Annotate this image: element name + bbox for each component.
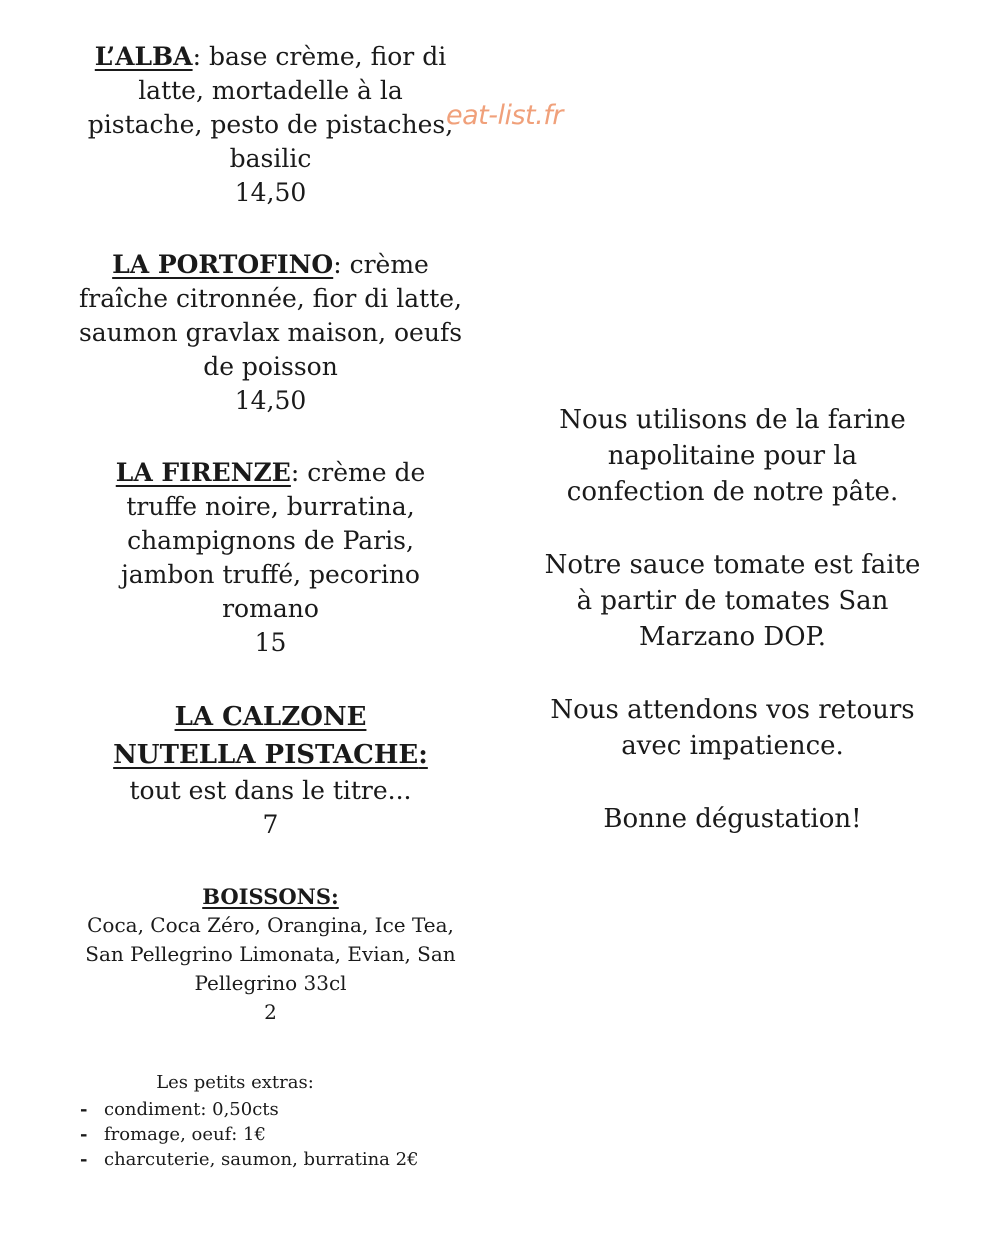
info-greeting: Bonne dégustation! <box>603 804 862 834</box>
drinks-list: Coca, Coca Zéro, Orangina, Ice Tea, San Pellegrino Limonata, Evian, San Pellegrino 33cl <box>85 913 456 995</box>
menu-item-portofino <box>78 248 463 418</box>
item-description: : base crème, fior di latte, mortadelle à la pistache, pesto de pistaches, basilic <box>87 42 454 173</box>
item-description: : crème de truffe noire, burratina, champignons de Paris, jambon truffé, pecorino romano <box>121 458 426 623</box>
info-sauce: Notre sauce tomate est faite à partir de tomates San Marzano DOP. <box>544 550 921 652</box>
drinks-section <box>78 882 463 1027</box>
calzone-colon: : <box>418 740 428 770</box>
extras-title: Les petits extras: <box>156 1072 314 1093</box>
menu-item-calzone <box>78 698 463 842</box>
calzone-title-line2: NUTELLA PISTACHE <box>113 740 419 770</box>
item-description: tout est dans le titre... <box>129 776 412 805</box>
info-flour: Nous utilisons de la farine napolitaine pour la confection de notre pâte. <box>559 405 906 507</box>
info-right-column <box>540 402 925 874</box>
item-description: : crème fraîche citronnée, fior di latte, saumon gravlax maison, oeufs de poisson <box>78 250 463 381</box>
drinks-title: BOISSONS: <box>202 884 339 909</box>
item-name: LA PORTOFINO <box>112 250 334 279</box>
item-name: LA FIRENZE <box>115 458 291 487</box>
calzone-title-line1: LA CALZONE <box>174 702 367 732</box>
list-item: - condiment: 0,50cts <box>80 1097 460 1122</box>
item-price: 14,50 <box>234 386 307 415</box>
calzone-title <box>78 698 463 774</box>
extras-list <box>80 1097 460 1172</box>
drinks-price: 2 <box>264 1000 277 1024</box>
list-item: - charcuterie, saumon, burratina 2€ <box>80 1147 460 1172</box>
watermark-logo: eat-list.fr <box>446 100 563 131</box>
list-item: - fromage, oeuf: 1€ <box>80 1122 460 1147</box>
item-name: L’ALBA <box>94 42 193 71</box>
item-price: 7 <box>262 810 279 839</box>
item-price: 14,50 <box>234 178 307 207</box>
menu-item-firenze <box>78 456 463 660</box>
menu-left-column <box>78 40 463 1027</box>
menu-item-alba <box>78 40 463 210</box>
info-feedback: Nous attendons vos retours avec impatience. <box>550 695 915 761</box>
extras-section <box>80 1070 460 1172</box>
item-price: 15 <box>254 628 287 657</box>
